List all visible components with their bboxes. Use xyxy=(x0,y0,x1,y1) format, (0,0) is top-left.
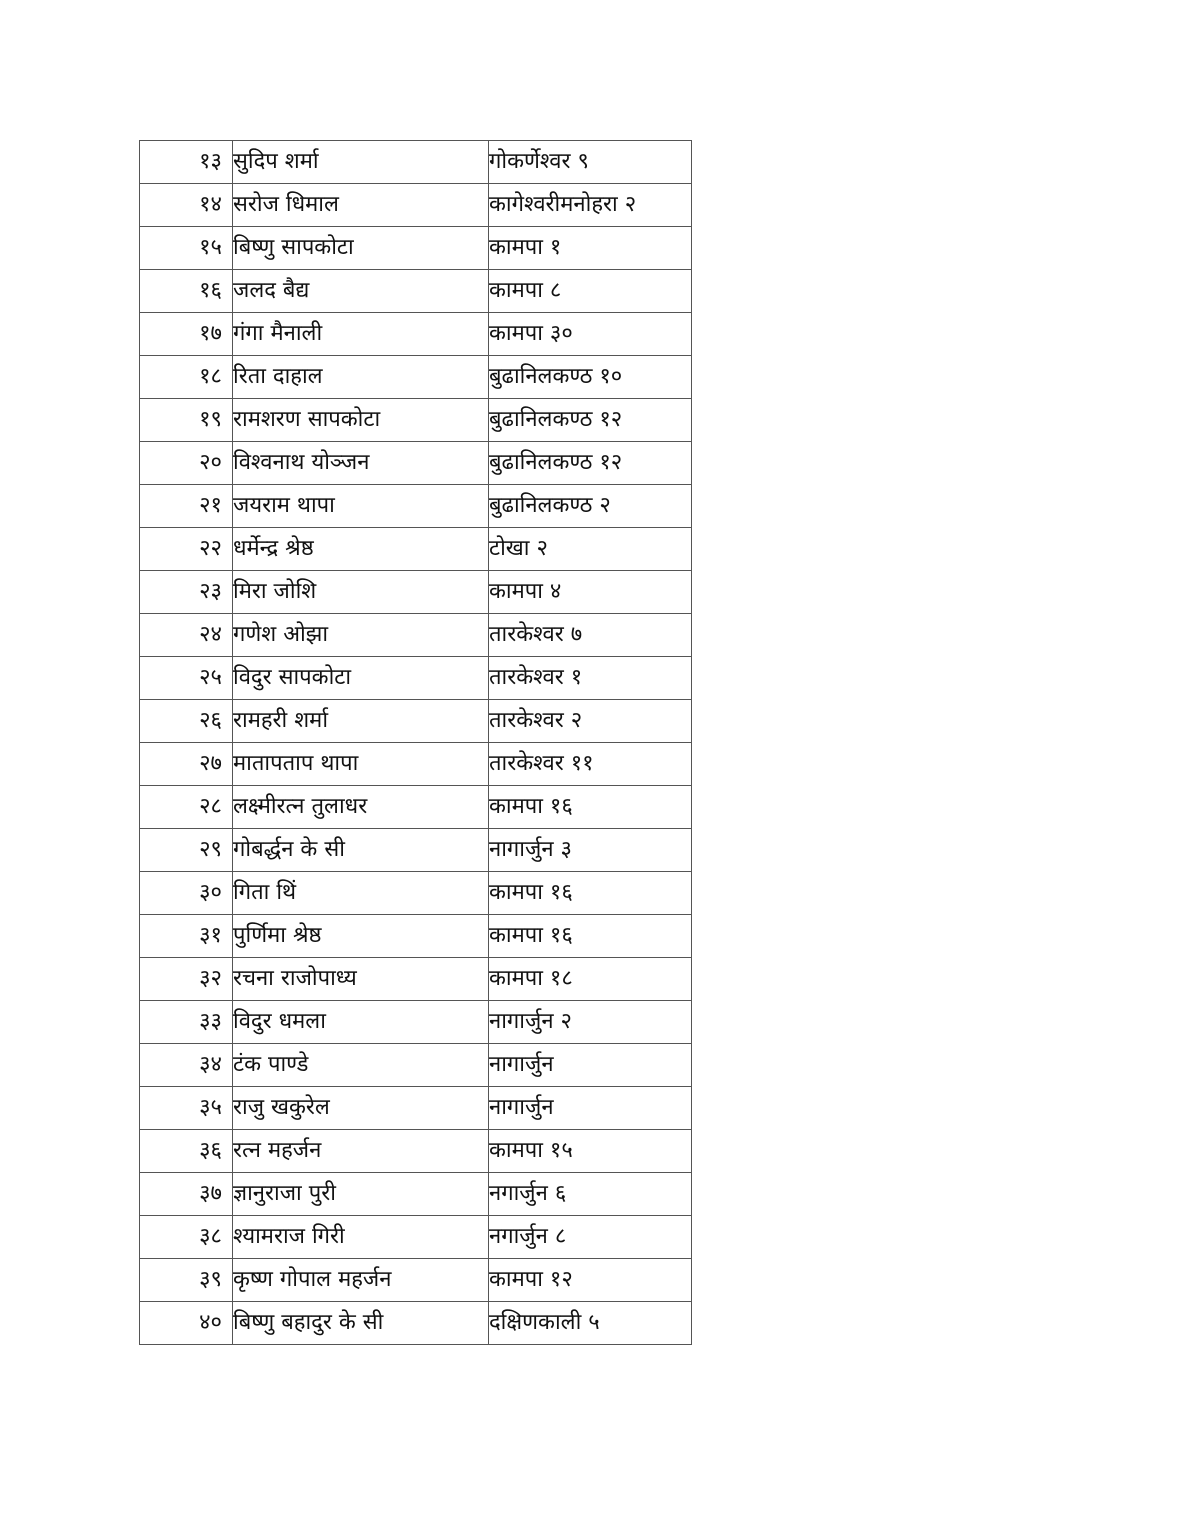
name-cell: पुर्णिमा श्रेष्ठ xyxy=(233,915,489,958)
address-cell: बुढानिलकण्ठ १२ xyxy=(489,399,692,442)
name-cell: मिरा जोशि xyxy=(233,571,489,614)
name-cell: रिता दाहाल xyxy=(233,356,489,399)
name-cell: बिष्णु बहादुर के सी xyxy=(233,1302,489,1345)
table-row xyxy=(140,786,692,829)
table-row xyxy=(140,1001,692,1044)
address-cell: तारकेश्वर ११ xyxy=(489,743,692,786)
serial-number-cell: १५ xyxy=(140,227,233,270)
serial-number-cell: १८ xyxy=(140,356,233,399)
serial-number-cell: ३१ xyxy=(140,915,233,958)
table-row xyxy=(140,1087,692,1130)
table-row xyxy=(140,1130,692,1173)
table-row xyxy=(140,399,692,442)
name-cell: विदुर सापकोटा xyxy=(233,657,489,700)
address-cell: तारकेश्वर ७ xyxy=(489,614,692,657)
table-row xyxy=(140,872,692,915)
table-row xyxy=(140,1216,692,1259)
name-cell: रचना राजोपाध्य xyxy=(233,958,489,1001)
table-row xyxy=(140,313,692,356)
address-cell: दक्षिणकाली ५ xyxy=(489,1302,692,1345)
name-cell: रत्न महर्जन xyxy=(233,1130,489,1173)
table-row xyxy=(140,1302,692,1345)
address-cell: कामपा १५ xyxy=(489,1130,692,1173)
address-cell: कामपा १२ xyxy=(489,1259,692,1302)
name-cell: रामशरण सापकोटा xyxy=(233,399,489,442)
table-row xyxy=(140,485,692,528)
address-cell: नागार्जुन xyxy=(489,1044,692,1087)
address-cell: तारकेश्वर १ xyxy=(489,657,692,700)
name-cell: विदुर धमला xyxy=(233,1001,489,1044)
serial-number-cell: ३८ xyxy=(140,1216,233,1259)
member-list-table xyxy=(139,140,692,1345)
serial-number-cell: ३७ xyxy=(140,1173,233,1216)
address-cell: गोकर्णेश्वर ९ xyxy=(489,141,692,184)
serial-number-cell: २५ xyxy=(140,657,233,700)
serial-number-cell: २७ xyxy=(140,743,233,786)
name-cell: गिता थिं xyxy=(233,872,489,915)
address-cell: टोखा २ xyxy=(489,528,692,571)
address-cell: तारकेश्वर २ xyxy=(489,700,692,743)
address-cell: कामपा १६ xyxy=(489,872,692,915)
name-cell: ज्ञानुराजा पुरी xyxy=(233,1173,489,1216)
table-row xyxy=(140,700,692,743)
serial-number-cell: ४० xyxy=(140,1302,233,1345)
table-row xyxy=(140,915,692,958)
table-row xyxy=(140,743,692,786)
table-row xyxy=(140,1044,692,1087)
name-cell: लक्ष्मीरत्न तुलाधर xyxy=(233,786,489,829)
serial-number-cell: ३३ xyxy=(140,1001,233,1044)
serial-number-cell: २० xyxy=(140,442,233,485)
name-cell: जलद बैद्य xyxy=(233,270,489,313)
serial-number-cell: २३ xyxy=(140,571,233,614)
table-row xyxy=(140,442,692,485)
serial-number-cell: ३० xyxy=(140,872,233,915)
table-row xyxy=(140,270,692,313)
name-cell: गणेश ओझा xyxy=(233,614,489,657)
serial-number-cell: ३९ xyxy=(140,1259,233,1302)
address-cell: कामपा १६ xyxy=(489,786,692,829)
serial-number-cell: १७ xyxy=(140,313,233,356)
address-cell: कामपा ४ xyxy=(489,571,692,614)
address-cell: नगार्जुन ६ xyxy=(489,1173,692,1216)
name-cell: धर्मेन्द्र श्रेष्ठ xyxy=(233,528,489,571)
name-cell: श्यामराज गिरी xyxy=(233,1216,489,1259)
table-row xyxy=(140,141,692,184)
name-cell: कृष्ण गोपाल महर्जन xyxy=(233,1259,489,1302)
serial-number-cell: ३२ xyxy=(140,958,233,1001)
name-cell: रामहरी शर्मा xyxy=(233,700,489,743)
address-cell: कामपा १ xyxy=(489,227,692,270)
name-cell: विश्वनाथ योञ्जन xyxy=(233,442,489,485)
table-row xyxy=(140,528,692,571)
serial-number-cell: १६ xyxy=(140,270,233,313)
address-cell: बुढानिलकण्ठ १० xyxy=(489,356,692,399)
address-cell: बुढानिलकण्ठ १२ xyxy=(489,442,692,485)
serial-number-cell: ३४ xyxy=(140,1044,233,1087)
address-cell: नागार्जुन ३ xyxy=(489,829,692,872)
address-cell: कामपा १६ xyxy=(489,915,692,958)
serial-number-cell: २६ xyxy=(140,700,233,743)
address-cell: कागेश्वरीमनोहरा २ xyxy=(489,184,692,227)
name-cell: मातापताप थापा xyxy=(233,743,489,786)
address-cell: नागार्जुन २ xyxy=(489,1001,692,1044)
name-cell: बिष्णु सापकोटा xyxy=(233,227,489,270)
serial-number-cell: १३ xyxy=(140,141,233,184)
serial-number-cell: २२ xyxy=(140,528,233,571)
name-cell: राजु खकुरेल xyxy=(233,1087,489,1130)
serial-number-cell: २८ xyxy=(140,786,233,829)
table-row xyxy=(140,614,692,657)
address-cell: कामपा १८ xyxy=(489,958,692,1001)
table-row xyxy=(140,356,692,399)
name-cell: सरोज धिमाल xyxy=(233,184,489,227)
address-cell: नगार्जुन ८ xyxy=(489,1216,692,1259)
name-cell: गंगा मैनाली xyxy=(233,313,489,356)
table-row xyxy=(140,1259,692,1302)
table-row xyxy=(140,184,692,227)
table-body xyxy=(140,141,692,1345)
table-row xyxy=(140,571,692,614)
table-row xyxy=(140,958,692,1001)
serial-number-cell: ३६ xyxy=(140,1130,233,1173)
serial-number-cell: २९ xyxy=(140,829,233,872)
name-cell: सुदिप शर्मा xyxy=(233,141,489,184)
serial-number-cell: ३५ xyxy=(140,1087,233,1130)
name-cell: जयराम थापा xyxy=(233,485,489,528)
address-cell: नागार्जुन xyxy=(489,1087,692,1130)
table-row xyxy=(140,829,692,872)
table-row xyxy=(140,1173,692,1216)
serial-number-cell: २४ xyxy=(140,614,233,657)
address-cell: बुढानिलकण्ठ २ xyxy=(489,485,692,528)
address-cell: कामपा ८ xyxy=(489,270,692,313)
name-cell: टंक पाण्डे xyxy=(233,1044,489,1087)
serial-number-cell: २१ xyxy=(140,485,233,528)
address-cell: कामपा ३० xyxy=(489,313,692,356)
serial-number-cell: १४ xyxy=(140,184,233,227)
table-row xyxy=(140,657,692,700)
serial-number-cell: १९ xyxy=(140,399,233,442)
name-cell: गोबर्द्धन के सी xyxy=(233,829,489,872)
table-row xyxy=(140,227,692,270)
